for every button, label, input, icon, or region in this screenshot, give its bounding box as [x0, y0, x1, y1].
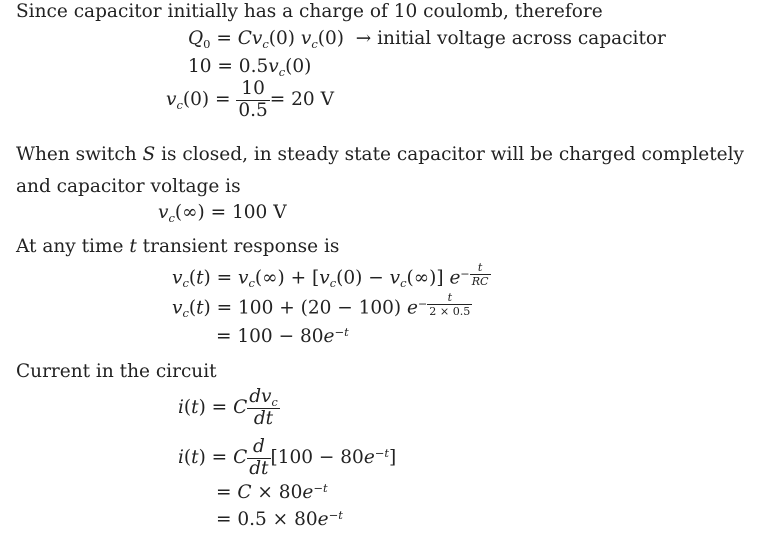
eq-vc0: vc(0) = $\frac{10}{0.5}$ = 20 V	[166, 78, 334, 121]
eq-vct2: vc(t) = 100 + (20 − 100) e− $\frac{t}{2 \times 0.5}$	[172, 290, 471, 321]
eq-i4: = $0.5 \times 80e^{-t}$	[216, 507, 343, 530]
eq-i2: i(t) = C $\frac{d}{dt}$ $[100 - 80e^{-t}]$	[178, 436, 397, 479]
eq-q0: Q0 = Cvc(0) vc(0) → initial voltage across capacitor	[188, 28, 666, 51]
eq-ten: 10 = 0.5vc(0)	[188, 56, 312, 79]
eq-i1: i(t) = C $\frac{\text{dvc}}{dt}$	[178, 386, 278, 429]
eq-vct3: = $100 - 80e^{-t}$	[216, 324, 349, 347]
switch-text-2: and capacitor voltage is	[16, 176, 241, 197]
eq-vct1: vc(t) = vc(∞) + [vc(0) − vc(∞)] e− $\frac{t}{RC}$	[172, 260, 489, 291]
intro-text: Since capacitor initially has a charge of 10 coulomb, therefore	[16, 1, 603, 22]
switch-text: When switch S is closed, in steady state capacitor will be charged completely	[16, 144, 744, 165]
eq-vcinf: vc(∞) = 100 V	[158, 202, 287, 225]
current-text: Current in the circuit	[16, 361, 217, 382]
arrow-note: initial voltage across capacitor	[377, 28, 666, 49]
transient-text: At any time t transient response is	[16, 236, 340, 257]
eq-i3: = $C \times 80e^{-t}$	[216, 480, 328, 503]
